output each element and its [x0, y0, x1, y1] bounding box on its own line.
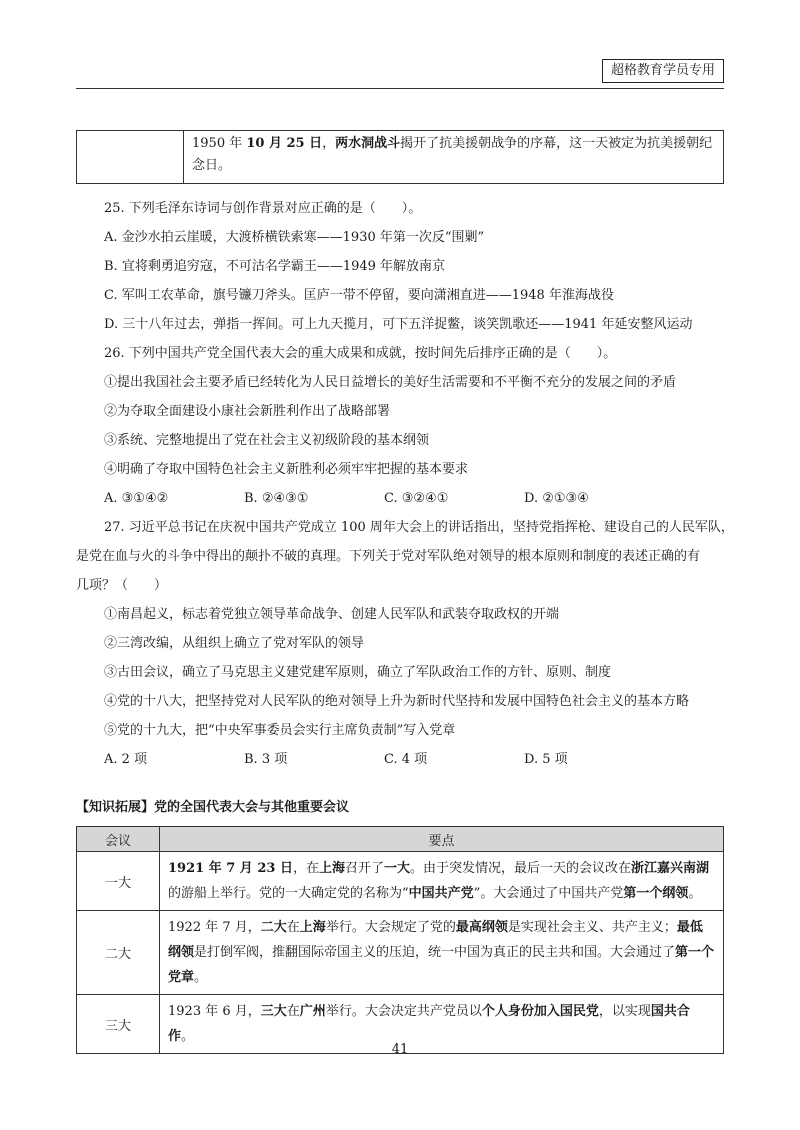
question-27-item: ③古田会议，确立了马克思主义建党建军原则，确立了军队政治工作的方针、原则、制度 — [104, 665, 612, 680]
option-d: D. 5 项 — [524, 752, 568, 767]
question-25-option-d: D. 三十八年过去，弹指一挥间。可上九天揽月，可下五洋捉鳖，谈笑凯歌还——1941 年延安整风运动 — [104, 317, 693, 332]
question-25-option-c: C. 军叫工农革命，旗号镰刀斧头。匡庐一带不停留，要向潇湘直进——1948 年淮海战役 — [104, 288, 614, 303]
empty-cell — [77, 131, 184, 184]
extension-table-body — [77, 852, 724, 1054]
key-point: 二大 — [260, 920, 287, 935]
point-text: 1923 年 6 月， — [168, 1004, 261, 1019]
point-text: 1922 年 7 月， — [168, 920, 261, 935]
page-number: 41 — [391, 1042, 409, 1057]
question-26-options — [104, 484, 724, 513]
fact-text: 1950 年 — [192, 136, 247, 151]
point-text: ，在 — [292, 861, 319, 876]
extension-title: 【知识拓展】党的全国代表大会与其他重要会议 — [76, 800, 350, 815]
meeting-name: 三大 — [77, 995, 160, 1054]
question-27-stem: 是党在血与火的斗争中得出的颠扑不破的真理。下列关于党对军队绝对领导的根本原则和制度的表述正确的有 — [76, 549, 701, 564]
question-26-item: ②为夺取全面建设小康社会新胜利作出了战略部署 — [104, 404, 391, 419]
option-b: B. ②④③① — [244, 491, 309, 506]
option-a: A. 2 项 — [104, 752, 148, 767]
point-text: 在 — [286, 920, 300, 935]
question-27-item: ①南昌起义，标志着党独立领导革命战争、创建人民军队和武装夺取政权的开端 — [104, 607, 560, 622]
question-25-stem: 25. 下列毛泽东诗词与创作背景对应正确的是（ ）。 — [104, 201, 422, 216]
question-27-item: ⑤党的十九大，把“中央军事委员会实行主席负责制”写入党章 — [104, 723, 456, 738]
key-point: 第一个纲领 — [623, 886, 689, 901]
key-point: 上海 — [299, 920, 326, 935]
question-25-option-b: B. 宜将剩勇追穷寇，不可沽名学霸王——1949 年解放南京 — [104, 259, 446, 274]
point-text: 。 — [194, 970, 208, 985]
option-b: B. 3 项 — [244, 752, 288, 767]
table-header-row — [77, 827, 724, 852]
question-27-item: ④党的十八大，把坚持党对人民军队的绝对领导上升为新时代坚持和发展中国特色社会主义的基本方略 — [104, 694, 690, 709]
key-point: 1921 年 7 月 23 日 — [168, 861, 293, 876]
question-26-item: ①提出我国社会主要矛盾已经转化为人民日益增长的美好生活需要和不平衡不充分的发展之间的矛盾 — [104, 375, 677, 390]
key-point: 最低纲领 — [168, 920, 703, 960]
option-c: C. 4 项 — [384, 752, 428, 767]
key-point: 上海 — [318, 861, 345, 876]
point-text: 。 — [688, 886, 702, 901]
question-27-stem: 几项？（ ） — [76, 578, 168, 593]
point-text: ”。大会通过了中国共产党 — [473, 886, 624, 901]
point-text: 召开了 — [344, 861, 384, 876]
question-25-option-a: A. 金沙水拍云崖暖，大渡桥横铁索寒——1930 年第一次反“围剿” — [104, 230, 485, 245]
fact-text: 揭开了抗美援朝战争的序幕，这一天被定为抗美援朝纪念日。 — [192, 136, 713, 173]
extension-table — [76, 826, 724, 1054]
top-table — [76, 130, 724, 184]
point-text: 在 — [286, 1004, 300, 1019]
point-text: 是打倒军阀，推翻国际帝国主义的压迫，统一中国为真正的民主共和国。大会通过了 — [194, 945, 676, 960]
question-26-item: ④明确了夺取中国特色社会主义新胜利必须牢牢把握的基本要求 — [104, 462, 469, 477]
point-text: ，以实现 — [598, 1004, 651, 1019]
option-d: D. ②①③④ — [524, 491, 589, 506]
point-text: 。由于突发情况，最后一天的会议改在 — [410, 861, 632, 876]
fact-battle: 两水洞战斗 — [335, 136, 401, 151]
key-point: 三大 — [260, 1004, 287, 1019]
question-27-options — [104, 745, 724, 774]
key-point: 中国共产党 — [408, 886, 474, 901]
point-text: 是实现社会主义、共产主义； — [507, 920, 677, 935]
questions — [76, 194, 734, 774]
key-point: 最高纲领 — [455, 920, 508, 935]
key-point: 一大 — [384, 861, 411, 876]
key-point: 浙江嘉兴南湖 — [631, 861, 710, 876]
header-divider — [76, 88, 724, 89]
column-header: 会议 — [77, 827, 160, 852]
question-27-stem: 27. 习近平总书记在庆祝中国共产党成立 100 周年大会上的讲话指出，坚持党指挥枪、建设自己的人民军队， — [104, 520, 734, 535]
fact-text: ， — [322, 136, 336, 151]
key-point: 广州 — [299, 1004, 326, 1019]
key-point: 国共合作 — [168, 1004, 690, 1044]
meeting-points — [160, 852, 724, 911]
point-text: 举行。大会决定共产党员以 — [325, 1004, 482, 1019]
option-a: A. ③①④② — [104, 491, 169, 506]
fact-date: 10 月 25 日 — [246, 136, 323, 151]
point-text: 。 — [181, 1029, 195, 1044]
table-row — [77, 911, 724, 995]
meeting-name: 一大 — [77, 852, 160, 911]
point-text: 的游船上举行。党的一大确定党的名称为“ — [168, 886, 409, 901]
meeting-name: 二大 — [77, 911, 160, 995]
table-row — [77, 852, 724, 911]
table-row — [77, 131, 724, 184]
question-27-item: ②三湾改编，从组织上确立了党对军队的领导 — [104, 636, 365, 651]
option-c: C. ③②④① — [384, 491, 449, 506]
fact-cell — [184, 131, 724, 184]
meeting-points — [160, 911, 724, 995]
point-text: 举行。大会规定了党的 — [325, 920, 456, 935]
question-26-item: ③系统、完整地提出了党在社会主义初级阶段的基本纲领 — [104, 433, 430, 448]
key-point: 个人身份加入国民党 — [481, 1004, 599, 1019]
question-26-stem: 26. 下列中国共产党全国代表大会的重大成果和成就，按时间先后排序正确的是（ ）。 — [104, 346, 617, 361]
column-header: 要点 — [160, 827, 724, 852]
key-point: 第一个党章 — [168, 945, 715, 985]
header-tag: 超格教育学员专用 — [602, 59, 724, 83]
